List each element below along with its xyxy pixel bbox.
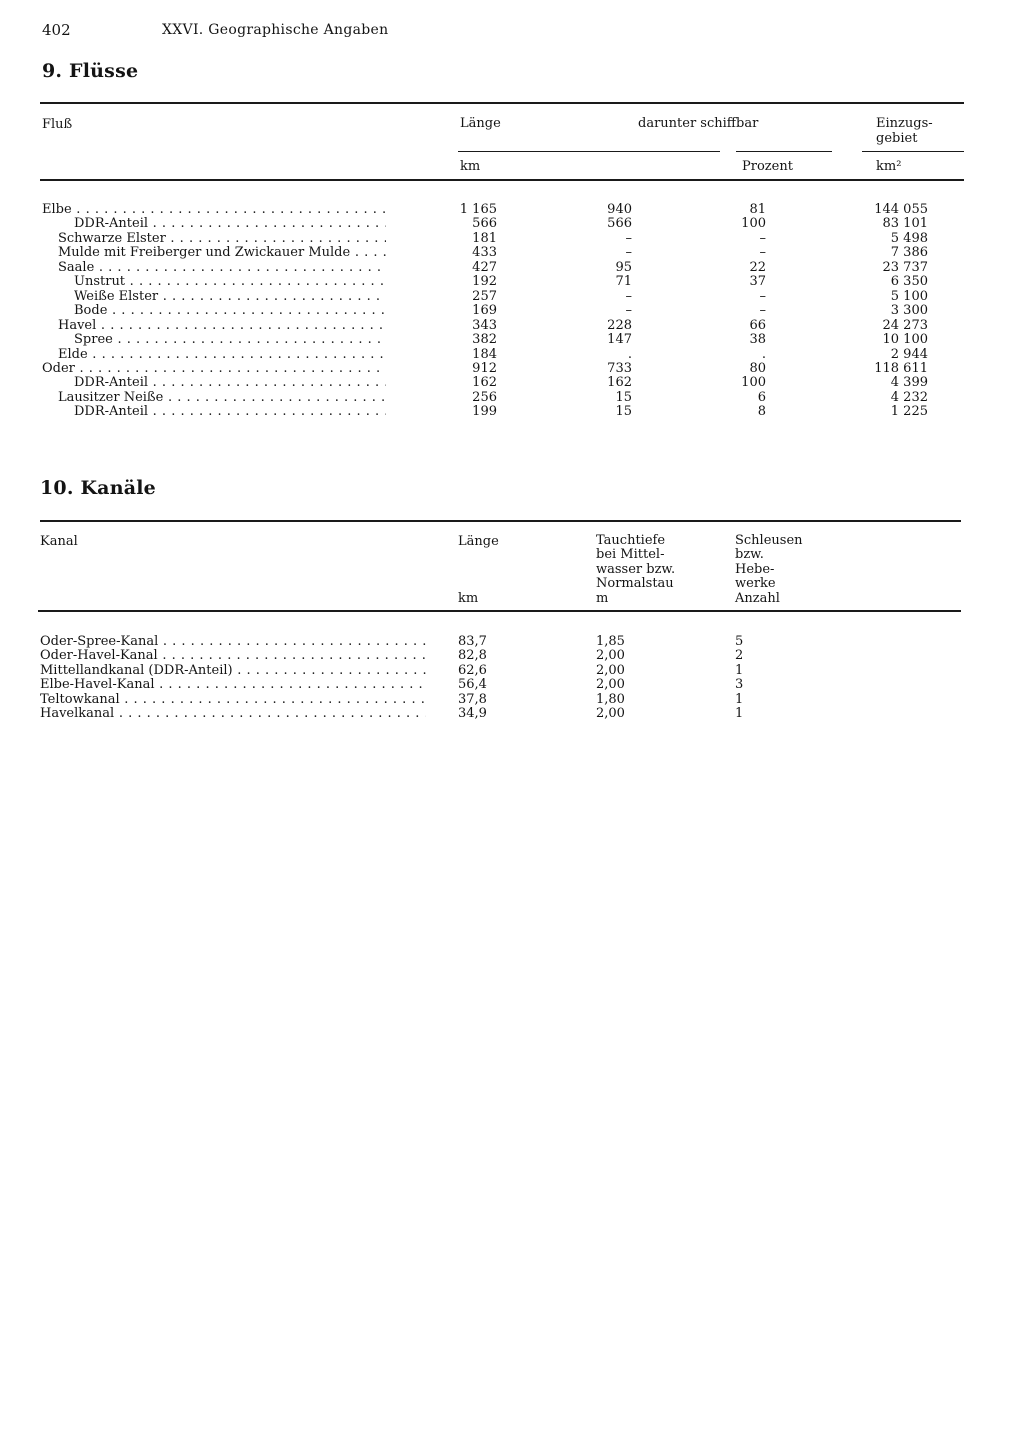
river-navigable-km: – bbox=[625, 303, 632, 319]
river-length: 566 bbox=[472, 216, 497, 232]
canals-header-bottom-rule bbox=[38, 610, 961, 612]
river-navigable-percent: 37 bbox=[749, 274, 766, 290]
rivers-unit-km2: km² bbox=[876, 159, 902, 174]
canal-locks: 5 bbox=[735, 634, 744, 649]
canal-name: Elbe-Havel-Kanal . . . bbox=[40, 677, 426, 692]
river-length: 162 bbox=[472, 375, 497, 391]
river-name: Lausitzer Neiße . . . bbox=[58, 390, 386, 405]
river-name: DDR-Anteil . . . bbox=[74, 375, 386, 390]
table-row bbox=[0, 648, 1024, 663]
river-navigable-km: – bbox=[625, 288, 632, 304]
table-row bbox=[0, 260, 1024, 275]
river-navigable-percent: . bbox=[761, 346, 766, 362]
river-basin: 6 350 bbox=[890, 274, 928, 290]
river-basin: 4 399 bbox=[890, 375, 928, 391]
canals-unit-m: m bbox=[596, 591, 609, 606]
canal-length: 34,9 bbox=[458, 706, 487, 722]
canal-locks: 1 bbox=[735, 706, 744, 722]
canal-length: 82,8 bbox=[458, 648, 487, 664]
river-basin: 3 300 bbox=[890, 303, 928, 319]
table-row bbox=[0, 375, 1024, 390]
river-basin: 2 944 bbox=[890, 346, 928, 362]
table-row bbox=[0, 202, 1024, 217]
canal-length: 83,7 bbox=[458, 634, 487, 649]
rivers-header-basin: Einzugs- gebiet bbox=[876, 116, 933, 146]
river-navigable-percent: 38 bbox=[749, 332, 766, 348]
rivers-header-bottom-rule bbox=[40, 179, 964, 181]
canals-header-length: Länge bbox=[458, 534, 499, 549]
river-length: 257 bbox=[472, 288, 497, 304]
river-length: 169 bbox=[472, 303, 497, 319]
table-row bbox=[0, 289, 1024, 304]
river-basin: 5 100 bbox=[890, 288, 928, 304]
river-name: Spree . . . bbox=[74, 332, 386, 347]
page-number: 402 bbox=[42, 21, 71, 39]
river-length: 192 bbox=[472, 274, 497, 290]
canal-depth: 1,80 bbox=[596, 691, 625, 707]
river-basin: 10 100 bbox=[882, 332, 928, 348]
table-row bbox=[0, 245, 1024, 260]
river-navigable-km: 228 bbox=[607, 317, 632, 333]
rivers-header-river: Fluß bbox=[42, 117, 73, 132]
river-navigable-km: . bbox=[627, 346, 632, 362]
river-length: 427 bbox=[472, 259, 497, 275]
river-length: 256 bbox=[472, 389, 497, 405]
river-name: Schwarze Elster . . . bbox=[58, 231, 386, 246]
canal-name: Oder-Spree-Kanal . . . bbox=[40, 634, 426, 649]
table-row bbox=[0, 692, 1024, 707]
canal-name: Oder-Havel-Kanal . . . bbox=[40, 648, 426, 663]
river-length: 184 bbox=[472, 346, 497, 362]
river-navigable-percent: 100 bbox=[741, 375, 766, 391]
river-length: 382 bbox=[472, 332, 497, 348]
rivers-header-navigable: darunter schiffbar bbox=[638, 116, 759, 131]
table-row bbox=[0, 634, 1024, 649]
table-row bbox=[0, 332, 1024, 347]
river-navigable-km: 733 bbox=[607, 360, 632, 376]
river-navigable-km: 147 bbox=[607, 332, 632, 348]
river-name: DDR-Anteil . . . bbox=[74, 404, 386, 419]
table-row bbox=[0, 706, 1024, 721]
table-row bbox=[0, 231, 1024, 246]
table-row bbox=[0, 318, 1024, 333]
river-navigable-km: 95 bbox=[615, 259, 632, 275]
canals-unit-count: Anzahl bbox=[735, 591, 780, 606]
canal-locks: 1 bbox=[735, 691, 744, 707]
canals-header-canal: Kanal bbox=[40, 534, 78, 549]
river-navigable-km: 71 bbox=[615, 274, 632, 290]
rivers-subheader-rule-basin bbox=[862, 151, 964, 152]
canal-length: 37,8 bbox=[458, 691, 487, 707]
rivers-top-rule bbox=[40, 102, 964, 104]
river-length: 181 bbox=[472, 230, 497, 246]
river-name: Weiße Elster . . . bbox=[74, 289, 386, 304]
river-length: 433 bbox=[472, 245, 497, 261]
canals-top-rule bbox=[40, 520, 961, 522]
river-name: Saale . . . bbox=[58, 260, 386, 275]
river-basin: 1 225 bbox=[890, 404, 928, 420]
river-navigable-percent: 22 bbox=[749, 259, 766, 275]
rivers-unit-km: km bbox=[460, 159, 481, 174]
river-basin: 144 055 bbox=[874, 202, 928, 217]
canal-locks: 2 bbox=[735, 648, 744, 664]
table-row bbox=[0, 404, 1024, 419]
table-row bbox=[0, 390, 1024, 405]
canal-depth: 2,00 bbox=[596, 706, 625, 722]
river-navigable-km: 15 bbox=[615, 404, 632, 420]
river-name: Elbe . . . bbox=[42, 202, 386, 217]
river-navigable-percent: 80 bbox=[749, 360, 766, 376]
canal-depth: 2,00 bbox=[596, 648, 625, 664]
chapter-title: XXVI. Geographische Angaben bbox=[162, 22, 389, 38]
river-length: 1 165 bbox=[459, 202, 497, 217]
table-row bbox=[0, 677, 1024, 692]
canal-depth: 2,00 bbox=[596, 677, 625, 693]
table-row bbox=[0, 274, 1024, 289]
canal-name: Mittellandkanal (DDR-Anteil) . . . bbox=[40, 663, 426, 678]
river-navigable-percent: – bbox=[759, 288, 766, 304]
river-basin: 24 273 bbox=[882, 317, 928, 333]
canal-depth: 1,85 bbox=[596, 634, 625, 649]
river-navigable-percent: 100 bbox=[741, 216, 766, 232]
canals-unit-km: km bbox=[458, 591, 479, 606]
river-name: Elde . . . bbox=[58, 347, 386, 362]
table-row bbox=[0, 663, 1024, 678]
table-row bbox=[0, 303, 1024, 318]
rivers-subheader-rule-left bbox=[458, 151, 720, 152]
river-length: 343 bbox=[472, 317, 497, 333]
river-navigable-km: 940 bbox=[607, 202, 632, 217]
table-row bbox=[0, 361, 1024, 376]
river-name: Oder . . . bbox=[42, 361, 386, 376]
river-navigable-percent: 8 bbox=[757, 404, 766, 420]
canal-locks: 1 bbox=[735, 662, 744, 678]
river-basin: 7 386 bbox=[890, 245, 928, 261]
canals-header-locks: Schleusen bzw. Hebe- werke bbox=[735, 533, 803, 591]
canal-name: Teltowkanal . . . bbox=[40, 692, 426, 707]
river-navigable-percent: 66 bbox=[749, 317, 766, 333]
river-navigable-percent: 6 bbox=[757, 389, 766, 405]
canals-header-depth: Tauchtiefe bei Mittel- wasser bzw. Normalstau bbox=[596, 533, 676, 591]
river-basin: 118 611 bbox=[874, 360, 928, 376]
river-name: Unstrut . . . bbox=[74, 274, 386, 289]
canals-section-title: 10. Kanäle bbox=[40, 477, 156, 499]
river-length: 912 bbox=[472, 360, 497, 376]
river-basin: 4 232 bbox=[890, 389, 928, 405]
table-row bbox=[0, 216, 1024, 231]
river-navigable-km: 15 bbox=[615, 389, 632, 405]
river-name: Bode . . . bbox=[74, 303, 386, 318]
river-name: Mulde mit Freiberger und Zwickauer Mulde . . . bbox=[58, 245, 386, 260]
table-row bbox=[0, 347, 1024, 362]
canal-name: Havelkanal . . . bbox=[40, 706, 426, 721]
river-navigable-km: – bbox=[625, 245, 632, 261]
canal-length: 62,6 bbox=[458, 662, 487, 678]
canal-length: 56,4 bbox=[458, 677, 487, 693]
rivers-unit-percent: Prozent bbox=[742, 159, 793, 174]
river-navigable-percent: – bbox=[759, 303, 766, 319]
rivers-header-length: Länge bbox=[460, 116, 501, 131]
rivers-subheader-rule-right bbox=[736, 151, 832, 152]
canal-locks: 3 bbox=[735, 677, 744, 693]
river-name: Havel . . . bbox=[58, 318, 386, 333]
river-navigable-percent: – bbox=[759, 245, 766, 261]
river-navigable-percent: 81 bbox=[749, 202, 766, 217]
river-basin: 83 101 bbox=[882, 216, 928, 232]
river-basin: 5 498 bbox=[890, 230, 928, 246]
river-navigable-km: – bbox=[625, 230, 632, 246]
canal-depth: 2,00 bbox=[596, 662, 625, 678]
river-length: 199 bbox=[472, 404, 497, 420]
river-navigable-km: 162 bbox=[607, 375, 632, 391]
river-name: DDR-Anteil . . . bbox=[74, 216, 386, 231]
river-navigable-km: 566 bbox=[607, 216, 632, 232]
river-basin: 23 737 bbox=[882, 259, 928, 275]
river-navigable-percent: – bbox=[759, 230, 766, 246]
rivers-section-title: 9. Flüsse bbox=[42, 60, 139, 82]
